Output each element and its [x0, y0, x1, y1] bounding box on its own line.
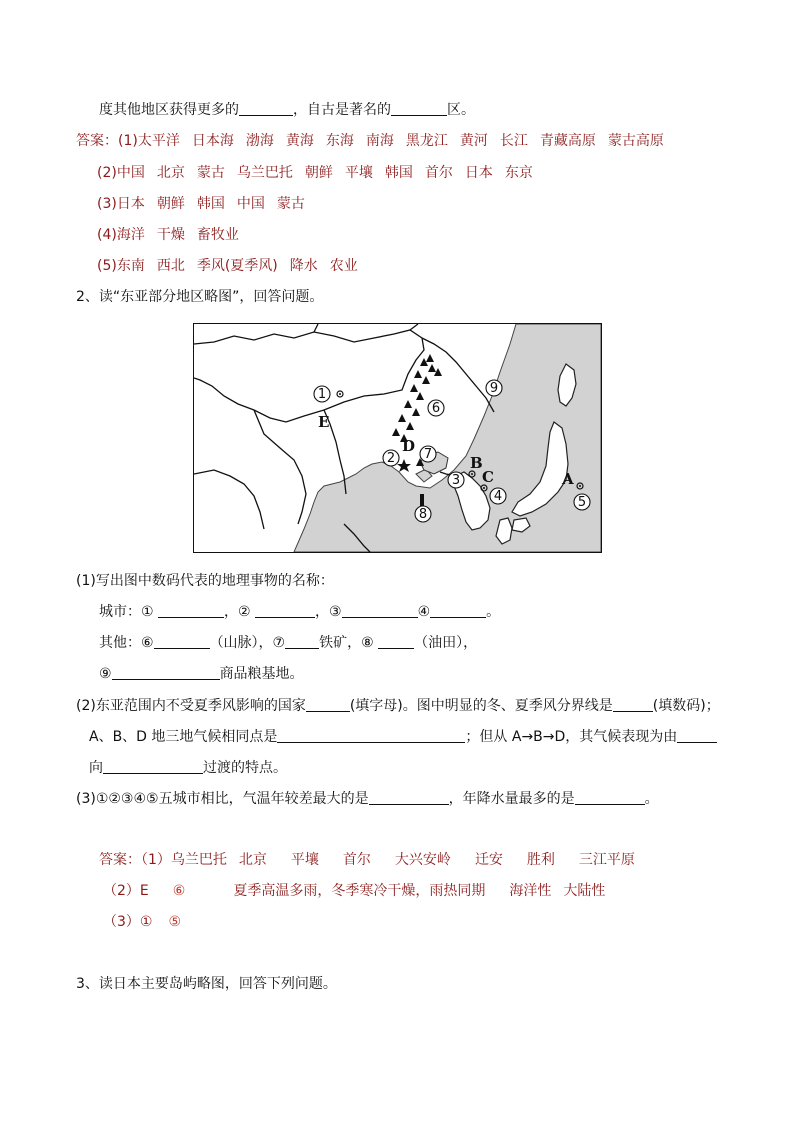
- map-svg: [194, 324, 601, 552]
- map-num-5: 5: [577, 495, 587, 510]
- blank[interactable]: [239, 101, 293, 116]
- map-label-e: E: [318, 413, 330, 431]
- map-num-2: 2: [386, 451, 396, 466]
- question-2-2-line-1: (2)东亚范围内不受夏季风影响的国家 (填字母)。图中明显的冬、夏季风分界线是 (填数码)；: [76, 698, 720, 714]
- map-num-1: 1: [317, 387, 327, 402]
- blank[interactable]: [430, 603, 486, 618]
- question-2-1-others: 其他：⑥ （山脉），⑦ 铁矿，⑧ （油田），: [99, 635, 478, 651]
- map-label-d: D: [402, 437, 416, 455]
- map-num-8: 8: [418, 507, 428, 522]
- question-2-2-line-3: 向 过渡的特点。: [89, 760, 287, 776]
- question-2-1-cities: 城市：① ，② ，③ ④ 。: [99, 604, 501, 620]
- question-2-3: (3)①②③④⑤五城市相比，气温年较差最大的是 ，年降水量最多的是 。: [76, 791, 659, 807]
- question-2-1-title: (1)写出图中数码代表的地理事物的名称：: [76, 573, 334, 589]
- blank[interactable]: [369, 790, 449, 805]
- answer-1-row-3: (3)日本 朝鲜 韩国 中国 蒙古: [97, 196, 305, 212]
- answer-2-row-1: 答案：（1）乌兰巴托 北京 平壤 首尔 大兴安岭 迁安 胜利 三江平原: [99, 852, 635, 868]
- blank[interactable]: [575, 790, 645, 805]
- mountain-marks: [392, 354, 442, 442]
- answer-1-row-2: (2)中国 北京 蒙古 乌兰巴托 朝鲜 平壤 韩国 首尔 日本 东京: [97, 165, 533, 181]
- map-num-4: 4: [493, 489, 503, 504]
- map-num-9: 9: [489, 381, 499, 396]
- capital-star-icon: [397, 459, 411, 472]
- question-2-title: 2、读“东亚部分地区略图”，回答问题。: [76, 289, 324, 305]
- blank[interactable]: [277, 728, 465, 743]
- question-3-title: 3、读日本主要岛屿略图，回答下列问题。: [76, 976, 337, 992]
- blank[interactable]: [613, 697, 653, 712]
- blank[interactable]: [342, 603, 418, 618]
- east-asia-map: [193, 323, 602, 553]
- map-num-7: 7: [423, 447, 433, 462]
- blank[interactable]: [154, 634, 210, 649]
- answer-2-row-3: （3）① ⑤: [103, 914, 182, 930]
- answer-2-row-2: （2）E ⑥ 夏季高温多雨，冬季寒冷干燥，雨热同期 海洋性 大陆性: [103, 883, 606, 899]
- blank[interactable]: [285, 634, 319, 649]
- intro-line: 度其他地区获得更多的 ，自古是著名的 区。: [99, 102, 475, 118]
- map-num-6: 6: [431, 401, 441, 416]
- map-label-c: C: [482, 468, 494, 486]
- answer-1-row-5: (5)东南 西北 季风(夏季风) 降水 农业: [97, 258, 358, 274]
- blank[interactable]: [306, 697, 350, 712]
- map-label-a: A: [562, 470, 574, 488]
- answer-1-row-1: 答案：(1)太平洋 日本海 渤海 黄海 东海 南海 黑龙江 黄河 长江 青藏高原 蒙古高原: [76, 133, 664, 149]
- question-2-2-line-2: A、B、D 地三地气候相同点是 ；但从 A→B→D，其气候表现为由: [89, 727, 717, 747]
- question-2-1-grain: ⑨ 商品粮基地。: [99, 666, 304, 682]
- blank[interactable]: [103, 759, 203, 774]
- map-label-b: B: [470, 454, 483, 472]
- blank[interactable]: [158, 603, 224, 618]
- blank[interactable]: [391, 101, 447, 116]
- map-num-3: 3: [451, 473, 461, 488]
- answer-1-row-4: (4)海洋 干燥 畜牧业: [97, 227, 239, 243]
- blank[interactable]: [378, 634, 414, 649]
- blank[interactable]: [112, 665, 220, 680]
- blank[interactable]: [677, 728, 717, 743]
- blank[interactable]: [255, 603, 315, 618]
